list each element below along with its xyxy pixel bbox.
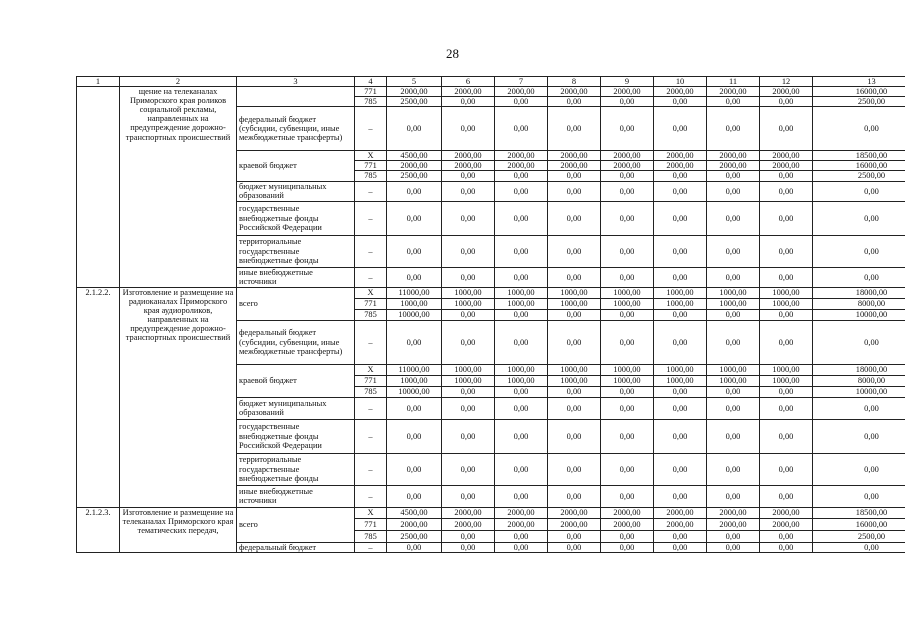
total-value-cell: 0,00 bbox=[813, 397, 905, 419]
year-value-cell: 0,00 bbox=[442, 419, 495, 453]
budget-code-cell: – bbox=[355, 107, 387, 151]
year-value-cell: 0,00 bbox=[548, 97, 601, 107]
year-value-cell: 0,00 bbox=[654, 181, 707, 201]
year-value-cell: 0,00 bbox=[548, 267, 601, 287]
budget-code-cell: – bbox=[355, 397, 387, 419]
year-value-cell: 1000,00 bbox=[760, 298, 813, 309]
year-value-cell: 0,00 bbox=[707, 542, 760, 552]
year-value-cell: 0,00 bbox=[387, 453, 442, 485]
year-value-cell: 0,00 bbox=[654, 309, 707, 320]
year-value-cell: 2000,00 bbox=[760, 151, 813, 161]
year-value-cell: 2000,00 bbox=[601, 507, 654, 518]
year-value-cell: 0,00 bbox=[760, 97, 813, 107]
year-value-cell: 0,00 bbox=[707, 171, 760, 181]
year-value-cell: 1000,00 bbox=[601, 375, 654, 386]
year-value-cell: 0,00 bbox=[387, 235, 442, 267]
year-value-cell: 2000,00 bbox=[707, 507, 760, 518]
year-value-cell: 2000,00 bbox=[760, 518, 813, 530]
header-cell: 13 bbox=[813, 77, 905, 87]
year-value-cell: 1000,00 bbox=[387, 375, 442, 386]
budget-code-cell: – bbox=[355, 267, 387, 287]
year-value-cell: 2000,00 bbox=[654, 151, 707, 161]
total-value-cell: 2500,00 bbox=[813, 171, 905, 181]
table-row bbox=[77, 507, 905, 518]
year-value-cell: 1000,00 bbox=[707, 364, 760, 375]
funding-source-cell: государственные внебюджетные фонды Российской Федерации bbox=[237, 419, 355, 453]
total-value-cell: 10000,00 bbox=[813, 386, 905, 397]
total-value-cell: 18000,00 bbox=[813, 364, 905, 375]
year-value-cell: 1000,00 bbox=[654, 375, 707, 386]
year-value-cell: 0,00 bbox=[495, 309, 548, 320]
year-value-cell: 0,00 bbox=[442, 485, 495, 507]
item-code-cell bbox=[77, 87, 120, 287]
header-cell: 9 bbox=[601, 77, 654, 87]
year-value-cell: 0,00 bbox=[548, 453, 601, 485]
year-value-cell: 2000,00 bbox=[548, 161, 601, 171]
total-value-cell: 0,00 bbox=[813, 485, 905, 507]
year-value-cell: 1000,00 bbox=[654, 298, 707, 309]
year-value-cell: 2000,00 bbox=[548, 151, 601, 161]
total-value-cell: 10000,00 bbox=[813, 309, 905, 320]
table-body bbox=[77, 77, 905, 553]
total-value-cell: 0,00 bbox=[813, 267, 905, 287]
year-value-cell: 0,00 bbox=[387, 267, 442, 287]
year-value-cell: 0,00 bbox=[707, 309, 760, 320]
year-value-cell: 0,00 bbox=[654, 485, 707, 507]
year-value-cell: 10000,00 bbox=[387, 309, 442, 320]
year-value-cell: 0,00 bbox=[707, 181, 760, 201]
total-value-cell: 18000,00 bbox=[813, 287, 905, 298]
year-value-cell: 2000,00 bbox=[601, 151, 654, 161]
budget-code-cell: X bbox=[355, 287, 387, 298]
year-value-cell: 4500,00 bbox=[387, 151, 442, 161]
year-value-cell: 0,00 bbox=[601, 453, 654, 485]
table-row bbox=[77, 87, 905, 97]
year-value-cell: 0,00 bbox=[601, 181, 654, 201]
total-value-cell: 0,00 bbox=[813, 235, 905, 267]
year-value-cell: 0,00 bbox=[442, 386, 495, 397]
funding-source-cell: краевой бюджет bbox=[237, 364, 355, 397]
year-value-cell: 0,00 bbox=[760, 386, 813, 397]
year-value-cell: 2000,00 bbox=[387, 87, 442, 97]
year-value-cell: 0,00 bbox=[387, 419, 442, 453]
year-value-cell: 0,00 bbox=[442, 542, 495, 552]
year-value-cell: 2000,00 bbox=[548, 507, 601, 518]
header-cell: 12 bbox=[760, 77, 813, 87]
year-value-cell: 2000,00 bbox=[707, 518, 760, 530]
year-value-cell: 0,00 bbox=[707, 235, 760, 267]
year-value-cell: 1000,00 bbox=[442, 375, 495, 386]
total-value-cell: 18500,00 bbox=[813, 507, 905, 518]
year-value-cell: 0,00 bbox=[442, 309, 495, 320]
item-description-cell: Изготовление и размещение на радиоканалах Приморского края аудиороликов, направленных на предупреждение дорожно-транспортных происшествий bbox=[120, 287, 237, 507]
funding-source-cell: федеральный бюджет (субсидии, субвенции, иные межбюджетные трансферты) bbox=[237, 320, 355, 364]
year-value-cell: 0,00 bbox=[760, 419, 813, 453]
year-value-cell: 0,00 bbox=[654, 530, 707, 542]
year-value-cell: 0,00 bbox=[548, 397, 601, 419]
year-value-cell: 0,00 bbox=[601, 107, 654, 151]
year-value-cell: 0,00 bbox=[548, 485, 601, 507]
header-cell: 10 bbox=[654, 77, 707, 87]
year-value-cell: 0,00 bbox=[495, 419, 548, 453]
year-value-cell: 0,00 bbox=[760, 542, 813, 552]
year-value-cell: 1000,00 bbox=[654, 287, 707, 298]
year-value-cell: 2000,00 bbox=[548, 87, 601, 97]
budget-code-cell: 771 bbox=[355, 298, 387, 309]
year-value-cell: 1000,00 bbox=[495, 364, 548, 375]
year-value-cell: 0,00 bbox=[760, 453, 813, 485]
year-value-cell: 1000,00 bbox=[707, 287, 760, 298]
year-value-cell: 11000,00 bbox=[387, 287, 442, 298]
year-value-cell: 1000,00 bbox=[601, 298, 654, 309]
year-value-cell: 0,00 bbox=[654, 453, 707, 485]
budget-code-cell: X bbox=[355, 507, 387, 518]
year-value-cell: 0,00 bbox=[387, 485, 442, 507]
year-value-cell: 0,00 bbox=[495, 542, 548, 552]
header-cell: 8 bbox=[548, 77, 601, 87]
year-value-cell: 0,00 bbox=[707, 201, 760, 235]
year-value-cell: 1000,00 bbox=[760, 375, 813, 386]
year-value-cell: 1000,00 bbox=[548, 364, 601, 375]
year-value-cell: 2500,00 bbox=[387, 530, 442, 542]
total-value-cell: 0,00 bbox=[813, 107, 905, 151]
total-value-cell: 8000,00 bbox=[813, 375, 905, 386]
funding-source-cell: федеральный бюджет (субсидии, субвенции, иные межбюджетные трансферты) bbox=[237, 107, 355, 151]
year-value-cell: 0,00 bbox=[601, 171, 654, 181]
year-value-cell: 2000,00 bbox=[654, 87, 707, 97]
year-value-cell: 2000,00 bbox=[707, 151, 760, 161]
year-value-cell: 0,00 bbox=[760, 485, 813, 507]
total-value-cell: 2500,00 bbox=[813, 97, 905, 107]
budget-code-cell: – bbox=[355, 201, 387, 235]
year-value-cell: 0,00 bbox=[601, 267, 654, 287]
year-value-cell: 0,00 bbox=[707, 386, 760, 397]
year-value-cell: 2000,00 bbox=[654, 507, 707, 518]
year-value-cell: 1000,00 bbox=[495, 375, 548, 386]
budget-code-cell: – bbox=[355, 542, 387, 552]
header-cell: 2 bbox=[120, 77, 237, 87]
year-value-cell: 0,00 bbox=[760, 235, 813, 267]
year-value-cell: 2000,00 bbox=[601, 87, 654, 97]
header-row bbox=[77, 77, 905, 87]
year-value-cell: 2000,00 bbox=[495, 161, 548, 171]
year-value-cell: 0,00 bbox=[495, 320, 548, 364]
year-value-cell: 0,00 bbox=[495, 530, 548, 542]
header-cell: 7 bbox=[495, 77, 548, 87]
year-value-cell: 0,00 bbox=[654, 542, 707, 552]
year-value-cell: 0,00 bbox=[601, 201, 654, 235]
year-value-cell: 1000,00 bbox=[548, 298, 601, 309]
funding-source-cell: государственные внебюджетные фонды Российской Федерации bbox=[237, 201, 355, 235]
year-value-cell: 2000,00 bbox=[760, 87, 813, 97]
year-value-cell: 1000,00 bbox=[707, 298, 760, 309]
year-value-cell: 0,00 bbox=[548, 181, 601, 201]
year-value-cell: 2000,00 bbox=[442, 507, 495, 518]
year-value-cell: 1000,00 bbox=[707, 375, 760, 386]
year-value-cell: 0,00 bbox=[442, 397, 495, 419]
year-value-cell: 0,00 bbox=[495, 235, 548, 267]
year-value-cell: 0,00 bbox=[442, 320, 495, 364]
table-row bbox=[77, 287, 905, 298]
funding-source-cell: всего bbox=[237, 507, 355, 542]
funding-source-cell: краевой бюджет bbox=[237, 151, 355, 181]
year-value-cell: 0,00 bbox=[707, 530, 760, 542]
year-value-cell: 2000,00 bbox=[654, 161, 707, 171]
year-value-cell: 0,00 bbox=[495, 386, 548, 397]
year-value-cell: 2000,00 bbox=[442, 87, 495, 97]
year-value-cell: 0,00 bbox=[654, 386, 707, 397]
budget-code-cell: 771 bbox=[355, 87, 387, 97]
budget-code-cell: – bbox=[355, 235, 387, 267]
total-value-cell: 0,00 bbox=[813, 453, 905, 485]
year-value-cell: 0,00 bbox=[387, 542, 442, 552]
budget-code-cell: 785 bbox=[355, 97, 387, 107]
year-value-cell: 1000,00 bbox=[548, 287, 601, 298]
year-value-cell: 0,00 bbox=[495, 171, 548, 181]
total-value-cell: 16000,00 bbox=[813, 87, 905, 97]
year-value-cell: 0,00 bbox=[387, 320, 442, 364]
year-value-cell: 0,00 bbox=[760, 201, 813, 235]
year-value-cell: 0,00 bbox=[442, 530, 495, 542]
year-value-cell: 2000,00 bbox=[442, 518, 495, 530]
year-value-cell: 2000,00 bbox=[442, 161, 495, 171]
header-cell: 4 bbox=[355, 77, 387, 87]
year-value-cell: 0,00 bbox=[601, 397, 654, 419]
funding-source-cell: иные внебюджетные источники bbox=[237, 485, 355, 507]
year-value-cell: 0,00 bbox=[442, 201, 495, 235]
year-value-cell: 0,00 bbox=[707, 453, 760, 485]
year-value-cell: 0,00 bbox=[760, 530, 813, 542]
year-value-cell: 0,00 bbox=[548, 419, 601, 453]
year-value-cell: 0,00 bbox=[654, 419, 707, 453]
budget-code-cell: – bbox=[355, 320, 387, 364]
funding-source-cell: федеральный бюджет bbox=[237, 542, 355, 552]
total-value-cell: 8000,00 bbox=[813, 298, 905, 309]
year-value-cell: 1000,00 bbox=[654, 364, 707, 375]
budget-code-cell: – bbox=[355, 419, 387, 453]
budget-code-cell: – bbox=[355, 453, 387, 485]
year-value-cell: 0,00 bbox=[654, 97, 707, 107]
year-value-cell: 0,00 bbox=[387, 107, 442, 151]
header-cell: 3 bbox=[237, 77, 355, 87]
funding-source-cell bbox=[237, 87, 355, 107]
year-value-cell: 1000,00 bbox=[387, 298, 442, 309]
year-value-cell: 0,00 bbox=[442, 171, 495, 181]
item-description-cell: щение на телеканалах Приморского края роликов социальной рекламы, направленных на предупреждение дорожно-транспортных происшествий bbox=[120, 87, 237, 287]
year-value-cell: 1000,00 bbox=[442, 364, 495, 375]
year-value-cell: 0,00 bbox=[601, 320, 654, 364]
year-value-cell: 0,00 bbox=[760, 267, 813, 287]
year-value-cell: 1000,00 bbox=[601, 287, 654, 298]
header-cell: 11 bbox=[707, 77, 760, 87]
year-value-cell: 0,00 bbox=[654, 107, 707, 151]
funding-source-cell: бюджет муниципальных образований bbox=[237, 397, 355, 419]
year-value-cell: 2000,00 bbox=[601, 518, 654, 530]
year-value-cell: 1000,00 bbox=[495, 298, 548, 309]
year-value-cell: 0,00 bbox=[601, 97, 654, 107]
year-value-cell: 1000,00 bbox=[601, 364, 654, 375]
year-value-cell: 0,00 bbox=[760, 107, 813, 151]
year-value-cell: 0,00 bbox=[495, 107, 548, 151]
budget-code-cell: 771 bbox=[355, 161, 387, 171]
year-value-cell: 0,00 bbox=[548, 530, 601, 542]
year-value-cell: 0,00 bbox=[548, 171, 601, 181]
page-number: 28 bbox=[446, 46, 459, 61]
year-value-cell: 0,00 bbox=[654, 320, 707, 364]
year-value-cell: 0,00 bbox=[495, 453, 548, 485]
year-value-cell: 0,00 bbox=[548, 201, 601, 235]
year-value-cell: 0,00 bbox=[707, 97, 760, 107]
year-value-cell: 2000,00 bbox=[387, 518, 442, 530]
budget-code-cell: 785 bbox=[355, 171, 387, 181]
year-value-cell: 1000,00 bbox=[495, 287, 548, 298]
total-value-cell: 0,00 bbox=[813, 181, 905, 201]
total-value-cell: 16000,00 bbox=[813, 518, 905, 530]
year-value-cell: 2000,00 bbox=[654, 518, 707, 530]
year-value-cell: 1000,00 bbox=[760, 287, 813, 298]
year-value-cell: 1000,00 bbox=[442, 298, 495, 309]
year-value-cell: 2500,00 bbox=[387, 97, 442, 107]
year-value-cell: 0,00 bbox=[495, 201, 548, 235]
budget-code-cell: X bbox=[355, 151, 387, 161]
year-value-cell: 2000,00 bbox=[495, 518, 548, 530]
year-value-cell: 0,00 bbox=[760, 309, 813, 320]
year-value-cell: 2000,00 bbox=[495, 507, 548, 518]
year-value-cell: 0,00 bbox=[760, 397, 813, 419]
year-value-cell: 0,00 bbox=[654, 235, 707, 267]
year-value-cell: 0,00 bbox=[442, 453, 495, 485]
budget-code-cell: 771 bbox=[355, 518, 387, 530]
year-value-cell: 0,00 bbox=[495, 97, 548, 107]
year-value-cell: 2500,00 bbox=[387, 171, 442, 181]
year-value-cell: 0,00 bbox=[707, 485, 760, 507]
year-value-cell: 0,00 bbox=[707, 397, 760, 419]
year-value-cell: 2000,00 bbox=[548, 518, 601, 530]
year-value-cell: 2000,00 bbox=[495, 87, 548, 97]
year-value-cell: 2000,00 bbox=[387, 161, 442, 171]
year-value-cell: 2000,00 bbox=[707, 87, 760, 97]
year-value-cell: 0,00 bbox=[654, 171, 707, 181]
year-value-cell: 0,00 bbox=[707, 107, 760, 151]
item-description-cell: Изготовление и размещение на телеканалах Приморского края тематических передач, bbox=[120, 507, 237, 552]
year-value-cell: 0,00 bbox=[601, 530, 654, 542]
year-value-cell: 0,00 bbox=[601, 235, 654, 267]
budget-code-cell: 785 bbox=[355, 386, 387, 397]
header-cell: 6 bbox=[442, 77, 495, 87]
total-value-cell: 18500,00 bbox=[813, 151, 905, 161]
year-value-cell: 0,00 bbox=[442, 267, 495, 287]
year-value-cell: 2000,00 bbox=[442, 151, 495, 161]
year-value-cell: 0,00 bbox=[387, 397, 442, 419]
header-cell: 5 bbox=[387, 77, 442, 87]
funding-source-cell: территориальные государственные внебюджетные фонды bbox=[237, 235, 355, 267]
year-value-cell: 2000,00 bbox=[760, 507, 813, 518]
year-value-cell: 0,00 bbox=[654, 201, 707, 235]
year-value-cell: 10000,00 bbox=[387, 386, 442, 397]
year-value-cell: 0,00 bbox=[495, 181, 548, 201]
budget-code-cell: 771 bbox=[355, 375, 387, 386]
total-value-cell: 0,00 bbox=[813, 201, 905, 235]
year-value-cell: 1000,00 bbox=[442, 287, 495, 298]
year-value-cell: 0,00 bbox=[495, 397, 548, 419]
year-value-cell: 0,00 bbox=[601, 419, 654, 453]
budget-code-cell: 785 bbox=[355, 309, 387, 320]
year-value-cell: 0,00 bbox=[707, 419, 760, 453]
total-value-cell: 2500,00 bbox=[813, 530, 905, 542]
budget-code-cell: – bbox=[355, 181, 387, 201]
year-value-cell: 0,00 bbox=[760, 320, 813, 364]
funding-source-cell: иные внебюджетные источники bbox=[237, 267, 355, 287]
year-value-cell: 0,00 bbox=[654, 397, 707, 419]
year-value-cell: 0,00 bbox=[548, 386, 601, 397]
total-value-cell: 0,00 bbox=[813, 320, 905, 364]
year-value-cell: 0,00 bbox=[442, 97, 495, 107]
funding-source-cell: бюджет муниципальных образований bbox=[237, 181, 355, 201]
year-value-cell: 0,00 bbox=[760, 171, 813, 181]
year-value-cell: 0,00 bbox=[548, 320, 601, 364]
year-value-cell: 0,00 bbox=[387, 181, 442, 201]
budget-code-cell: X bbox=[355, 364, 387, 375]
year-value-cell: 4500,00 bbox=[387, 507, 442, 518]
year-value-cell: 0,00 bbox=[601, 542, 654, 552]
item-code-cell: 2.1.2.3. bbox=[77, 507, 120, 552]
total-value-cell: 0,00 bbox=[813, 542, 905, 552]
funding-source-cell: всего bbox=[237, 287, 355, 320]
year-value-cell: 0,00 bbox=[601, 386, 654, 397]
year-value-cell: 2000,00 bbox=[601, 161, 654, 171]
year-value-cell: 0,00 bbox=[548, 235, 601, 267]
year-value-cell: 11000,00 bbox=[387, 364, 442, 375]
year-value-cell: 0,00 bbox=[442, 181, 495, 201]
year-value-cell: 1000,00 bbox=[760, 364, 813, 375]
year-value-cell: 0,00 bbox=[548, 309, 601, 320]
year-value-cell: 2000,00 bbox=[707, 161, 760, 171]
year-value-cell: 0,00 bbox=[442, 235, 495, 267]
year-value-cell: 0,00 bbox=[760, 181, 813, 201]
year-value-cell: 0,00 bbox=[548, 542, 601, 552]
item-code-cell: 2.1.2.2. bbox=[77, 287, 120, 507]
year-value-cell: 0,00 bbox=[442, 107, 495, 151]
year-value-cell: 2000,00 bbox=[760, 161, 813, 171]
total-value-cell: 0,00 bbox=[813, 419, 905, 453]
year-value-cell: 0,00 bbox=[601, 485, 654, 507]
budget-table bbox=[76, 76, 905, 553]
year-value-cell: 0,00 bbox=[548, 107, 601, 151]
year-value-cell: 0,00 bbox=[387, 201, 442, 235]
total-value-cell: 16000,00 bbox=[813, 161, 905, 171]
budget-code-cell: – bbox=[355, 485, 387, 507]
year-value-cell: 2000,00 bbox=[495, 151, 548, 161]
year-value-cell: 0,00 bbox=[601, 309, 654, 320]
year-value-cell: 0,00 bbox=[495, 267, 548, 287]
year-value-cell: 0,00 bbox=[495, 485, 548, 507]
year-value-cell: 0,00 bbox=[707, 320, 760, 364]
year-value-cell: 1000,00 bbox=[548, 375, 601, 386]
funding-source-cell: территориальные государственные внебюджетные фонды bbox=[237, 453, 355, 485]
header-cell: 1 bbox=[77, 77, 120, 87]
year-value-cell: 0,00 bbox=[707, 267, 760, 287]
year-value-cell: 0,00 bbox=[654, 267, 707, 287]
budget-code-cell: 785 bbox=[355, 530, 387, 542]
